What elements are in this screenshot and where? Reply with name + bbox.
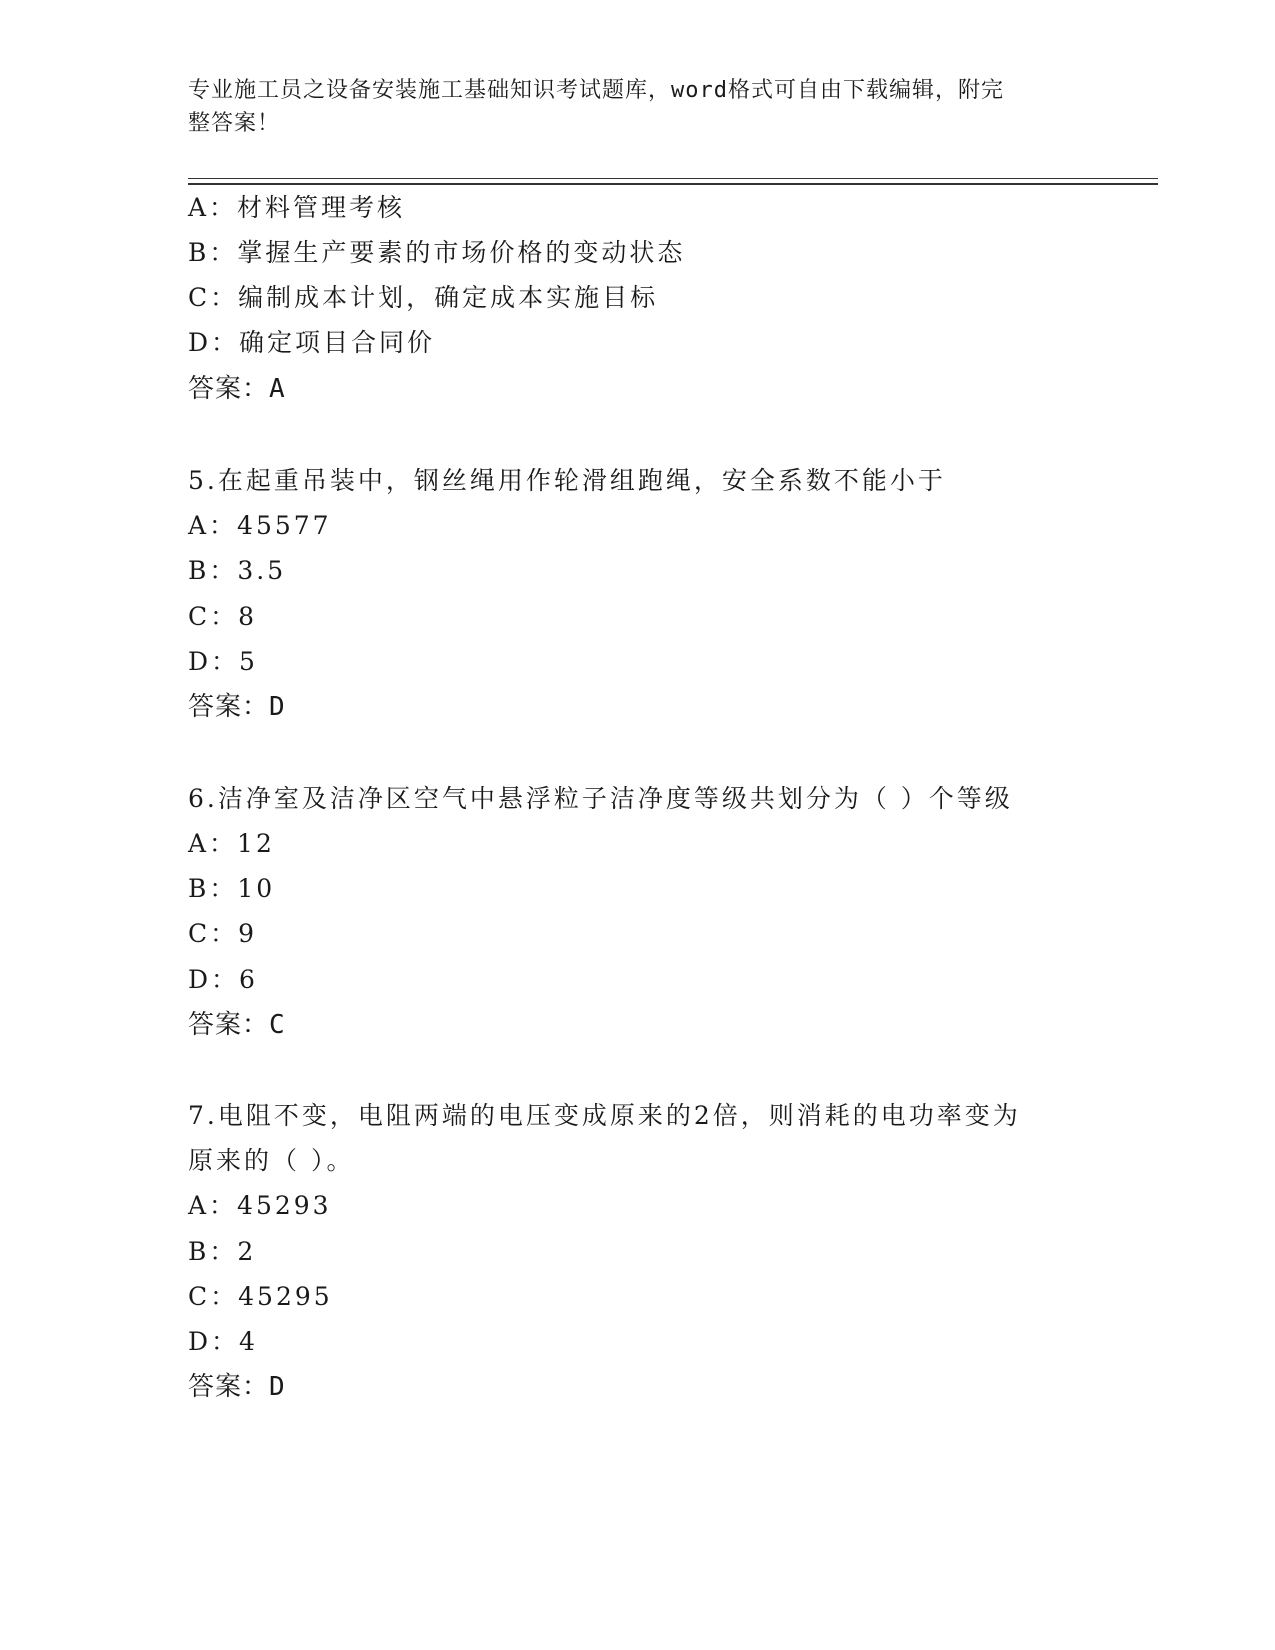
header-rule-thin — [188, 178, 1158, 179]
q7-question-line-1: 7.电阻不变，电阻两端的电压变成原来的2倍，则消耗的电功率变为 — [188, 1101, 1021, 1130]
q4-option-a: A：材料管理考核 — [188, 193, 406, 222]
q6-option-d: D：6 — [188, 965, 258, 994]
q4-option-d: D：确定项目合同价 — [188, 328, 436, 357]
header-rule-thick — [188, 183, 1158, 185]
q7-option-d: D：4 — [188, 1327, 258, 1356]
q6-answer: 答案：C — [188, 1010, 286, 1040]
q5-answer: 答案：D — [188, 692, 286, 722]
header-line-2: 整答案！ — [188, 111, 281, 136]
q5-option-c: C：8 — [188, 602, 258, 631]
q4-option-b: B：掌握生产要素的市场价格的变动状态 — [188, 238, 686, 267]
header-line-1: 专业施工员之设备安装施工基础知识考试题库，word格式可自由下载编辑，附完 — [188, 78, 1004, 103]
q5-option-d: D：5 — [188, 647, 258, 676]
q7-option-c: C：45295 — [188, 1282, 333, 1311]
q6-option-c: C：9 — [188, 919, 258, 948]
q6-question: 6.洁净室及洁净区空气中悬浮粒子洁净度等级共划分为（ ）个等级 — [188, 784, 1013, 813]
q5-option-b: B：3.5 — [188, 556, 287, 585]
q7-answer: 答案：D — [188, 1372, 286, 1402]
q7-question-line-2: 原来的（ ）。 — [188, 1146, 355, 1175]
q5-question: 5.在起重吊装中，钢丝绳用作轮滑组跑绳，安全系数不能小于 — [188, 466, 946, 495]
q4-option-c: C：编制成本计划，确定成本实施目标 — [188, 283, 659, 312]
document-header — [188, 74, 1068, 140]
q4-answer: 答案：A — [188, 374, 286, 404]
q6-option-b: B：10 — [188, 874, 276, 903]
q5-option-a: A：45577 — [188, 511, 332, 540]
q6-option-a: A：12 — [188, 829, 275, 858]
q7-option-b: B：2 — [188, 1237, 257, 1266]
q7-option-a: A：45293 — [188, 1191, 332, 1220]
